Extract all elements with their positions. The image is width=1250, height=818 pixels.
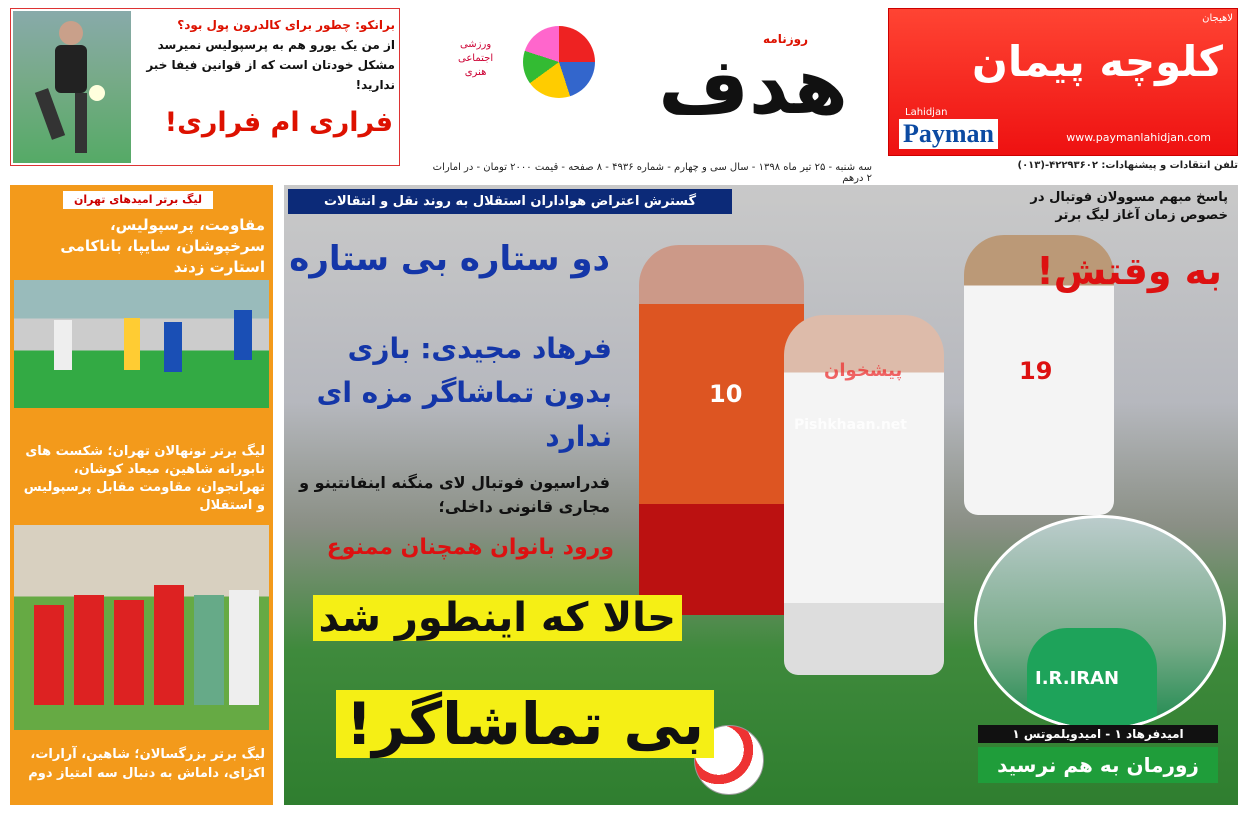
masthead [428,10,868,158]
player-red-10 [639,245,804,615]
logo-tag-sport: ورزشی [459,39,492,50]
payman-ad[interactable] [888,8,1238,156]
ad-small-label: لاهیجان [1202,13,1233,24]
promo-subhead-list [133,15,395,95]
promo-line-3: مشکل خودتان است که از قوانین فیفا خبر ندارید! [146,58,395,92]
ad-brand-logo: Payman [899,119,998,149]
main-story [284,185,1238,805]
promo-box-left[interactable] [10,8,400,166]
ad-title: کلوچه پیمان [972,37,1223,86]
contact-line: تلفن انتقادات و پیشنهادات: ۴۲۲۹۳۶۰۲-(۰۱۳) [1017,160,1238,171]
youth-league-badge: لیگ برتر امیدهای تهران [63,191,213,209]
logo-tags [458,38,493,80]
senior-league-headline[interactable]: لیگ برتر بزرگسالان؛ شاهین، آرارات، اکژای، داماش به دنبال سه امتیاز دوم [28,747,265,781]
inset-headline[interactable]: زورمان به هم نرسید [978,747,1218,783]
headline-women-ban[interactable]: ورود بانوان همچنان ممنوع [326,535,614,560]
juniors-team-photo [14,525,269,730]
logo-tag-social: اجتماعی [458,53,494,64]
promo-headline[interactable]: فراری ام فراری! [164,107,393,138]
ad-url[interactable]: www.paymanlahidjan.com [1066,131,1211,144]
federation-subhead: فدراسیون فوتبال لای منگنه اینفانتینو و مجاری قانونی داخلی؛ [299,473,610,516]
right-story-headline[interactable]: به وقتش! [1036,249,1222,293]
left-column [10,185,273,805]
promo-line-1: برانکو: چطور برای کالدرون پول بود؟ [177,18,395,32]
right-story-kicker: پاسخ مبهم مسوولان فوتبال در خصوص زمان آغاز لیگ برتر [1030,190,1228,223]
inset-shirt-text: I.R.IRAN [1035,668,1120,689]
inset-caption: امیدفرهاد ۱ - امیدویلموتس ۱ [978,725,1218,743]
headline-majidi[interactable]: فرهاد مجیدی: بازی بدون تماشاگر مزه ای ندارد [316,332,612,453]
logo-label: روزنامه [763,32,808,46]
branko-photo [13,11,131,163]
ad-brand-top: Lahidjan [905,107,948,118]
watermark: Pishkhaan.net [794,417,907,433]
jersey-number-10: 10 [709,380,743,408]
dateline: سه شنبه - ۲۵ تیر ماه ۱۳۹۸ - سال سی و چهارم - شماره ۴۹۳۶ - ۸ صفحه - قیمت ۲۰۰۰ تومان - در امارات ۲ درهم [432,162,872,184]
jersey-number-19: 19 [1019,357,1053,385]
main-headline-top[interactable]: حالا که اینطور شد [313,595,683,641]
inset-photo [974,515,1226,731]
newspaper-logo: هدف [658,42,848,132]
main-headline[interactable]: بی تماشاگر! [336,690,714,758]
main-kicker: گسترش اعتراض هواداران استقلال به روند نقل و انتقالات [288,189,732,214]
juniors-league-headline[interactable]: لیگ برتر نونهالان تهران؛ شکست های نابورانه شاهین، میعاد کوشان، تهرانجوان، مقاومت مقابل پرسپولیس و استقلال [23,444,265,513]
youth-league-headline[interactable]: مقاومت، پرسپولیس، سرخپوشان، سایپا، باناکامی استارت زدند [60,216,265,276]
youth-match-photo [14,280,269,408]
logo-ball-icon [523,26,595,98]
watermark-fa: پیشخوان [824,360,903,381]
logo-tag-art: هنری [464,67,487,78]
promo-line-2: از من یک یورو هم به پرسپولیس نمیرسد [157,38,395,52]
headline-two-stars[interactable]: دو ستاره بی ستاره [289,239,610,279]
